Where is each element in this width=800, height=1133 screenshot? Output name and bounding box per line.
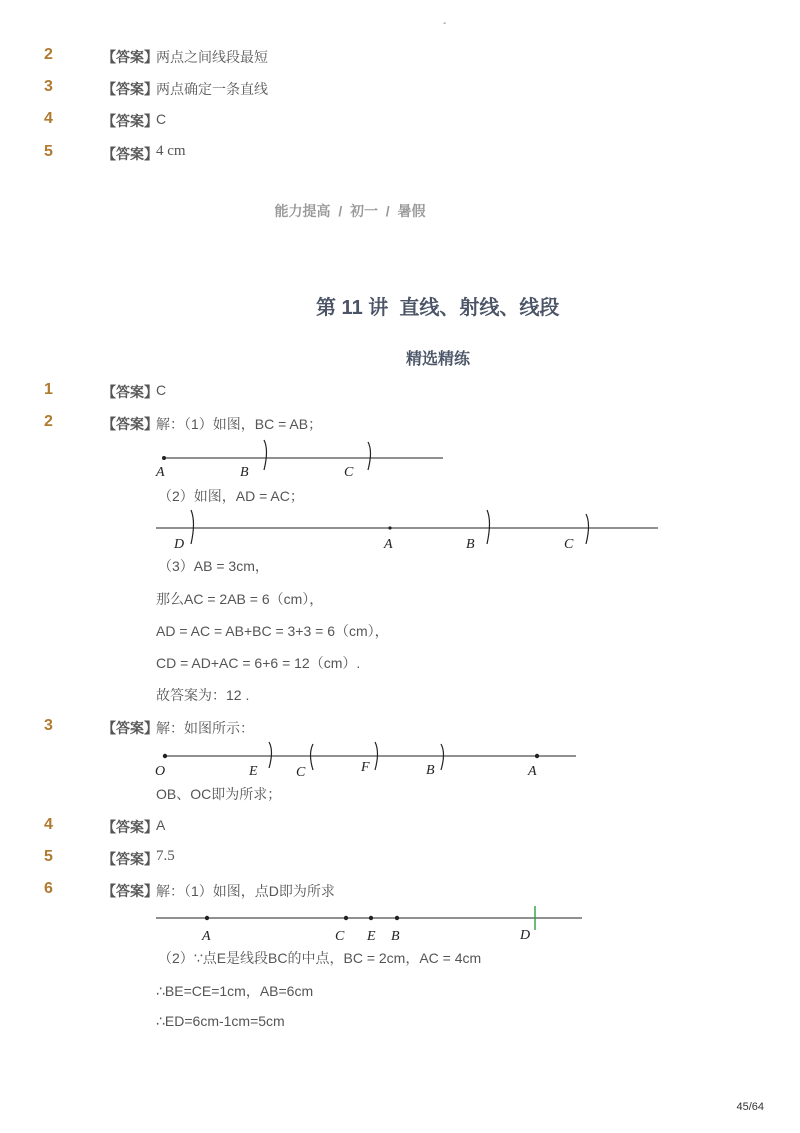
answer-tag: 【答案】 [102, 851, 158, 867]
header-mark: - [443, 18, 447, 29]
point-label: B [240, 465, 249, 480]
answer-number: 5 [44, 143, 53, 160]
point-label: A [156, 465, 165, 480]
answer-tag: 【答案】 [102, 113, 158, 129]
point-label: A [384, 537, 393, 552]
solution-line: AD = AC = AB+BC = 3+3 = 6（cm）， [156, 623, 389, 639]
point-label: E [367, 929, 376, 944]
answer-tag: 【答案】 [102, 146, 158, 162]
answer-text: C [156, 111, 167, 127]
solution-line: 那么AC = 2AB = 6（cm）， [156, 591, 324, 607]
answer-number: 3 [44, 78, 53, 95]
point-label: C [296, 765, 306, 780]
page-number: 45/64 [736, 1101, 764, 1113]
point-label: C [564, 537, 574, 552]
answer-number: 4 [44, 110, 53, 127]
solution-line: 解：（1）如图，BC = AB； [156, 416, 323, 432]
section-title: 精选精练 [406, 351, 471, 368]
answer-tag: 【答案】 [102, 883, 158, 899]
figure-segment-abc [150, 436, 450, 480]
point-label: D [520, 928, 531, 943]
answer-tag: 【答案】 [102, 81, 158, 97]
answer-tag: 【答案】 [102, 416, 158, 432]
solution-line: （2）如图，AD = AC； [158, 488, 304, 504]
question-number: 6 [44, 880, 53, 897]
solution-line: （3）AB = 3cm， [158, 558, 269, 574]
question-number: 1 [44, 381, 53, 398]
point-label: C [335, 929, 345, 944]
answer-text: 两点确定一条直线 [156, 81, 268, 97]
figure-ray-o [150, 738, 580, 782]
solution-line: 解：（1）如图，点D即为所求 [156, 883, 335, 899]
answer-text: 两点之间线段最短 [156, 49, 268, 65]
solution-line: 故答案为：12 . [156, 687, 250, 703]
question-number: 5 [44, 848, 53, 865]
lecture-title: 第 11 讲 直线、射线、线段 [316, 297, 560, 319]
point-label: C [344, 465, 354, 480]
figure-line-dabc [150, 506, 662, 552]
subtitle: 能力提高 / 初一 / 暑假 [274, 203, 426, 219]
solution-line: 解：如图所示： [156, 720, 254, 736]
solution-line: ∴ED=6cm-1cm=5cm [156, 1013, 285, 1029]
answer-text: 7.5 [156, 848, 175, 864]
solution-line: （2）∵点E是线段BC的中点，BC = 2cm，AC = 4cm [158, 950, 482, 966]
question-number: 3 [44, 717, 53, 734]
point-label: A [202, 929, 211, 944]
point-label: B [426, 763, 435, 778]
solution-line: CD = AD+AC = 6+6 = 12（cm）. [156, 655, 361, 671]
point-label: O [155, 764, 166, 779]
answer-number: 2 [44, 46, 53, 63]
figure-line-acebd [150, 902, 586, 946]
question-number: 4 [44, 816, 53, 833]
point-label: B [466, 537, 475, 552]
answer-text: A [156, 817, 166, 833]
answer-tag: 【答案】 [102, 49, 158, 65]
point-label: F [361, 760, 370, 775]
solution-line: OB、OC即为所求； [156, 786, 282, 802]
answer-text: 4 cm [156, 143, 186, 159]
answer-tag: 【答案】 [102, 720, 158, 736]
answer-text: C [156, 382, 167, 398]
point-label: D [174, 537, 185, 552]
answer-tag: 【答案】 [102, 384, 158, 400]
answer-tag: 【答案】 [102, 819, 158, 835]
point-label: A [528, 764, 537, 779]
solution-line: ∴BE=CE=1cm，AB=6cm [156, 983, 314, 999]
question-number: 2 [44, 413, 53, 430]
point-label: B [391, 929, 400, 944]
point-label: E [249, 764, 258, 779]
